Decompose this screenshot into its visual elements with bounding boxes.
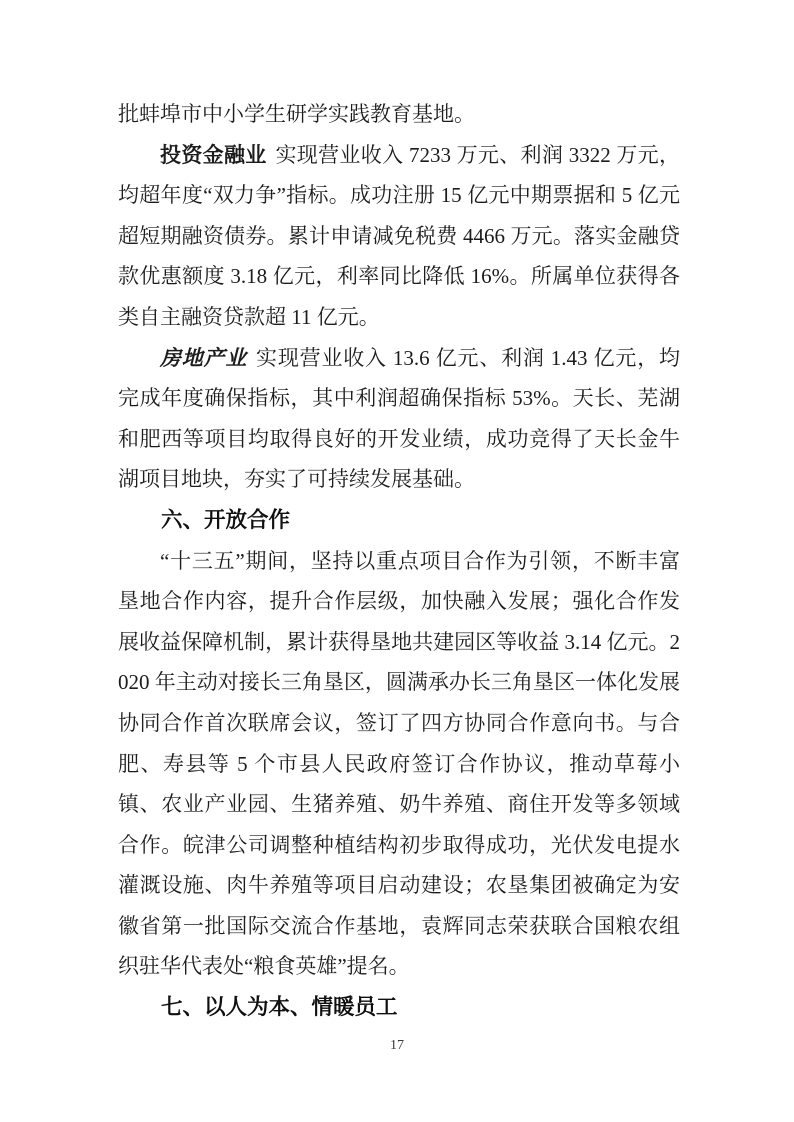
section-heading-open-cooperation: 六、开放合作: [161, 507, 291, 532]
paragraph-investment-finance: [118, 135, 680, 338]
paragraph-text-investment-finance: 实现营业收入 7233 万元、利润 3322 万元，均超年度“双力争”指标。成功注册 15 亿元中期票据和 5 亿元超短期融资债券。累计申请减免税费 4466 万元。落实金融贷款优惠额度 3.18 亿元，利率同比降低 16%。所属单位获得各类自主融资贷款超 11 亿元。: [118, 142, 681, 329]
paragraph-text-real-estate: 实现营业收入 13.6 亿元、利润 1.43 亿元，均完成年度确保指标，其中利润超确保指标 53%。天长、芜湖和肥西等项目均取得良好的开发业绩，成功竞得了天长金牛湖项目地块，夯实了可持续发展基础。: [118, 345, 681, 492]
section-heading-people-oriented: 七、以人为本、情暖员工: [161, 995, 398, 1020]
paragraph-real-estate: [118, 338, 680, 500]
paragraph-lead-real-estate: 房地产业: [160, 345, 248, 370]
paragraph-cooperation: “十三五”期间，坚持以重点项目合作为引领，不断丰富垦地合作内容，提升合作层级，加快融入发展；强化合作发展收益保障机制，累计获得垦地共建园区等收益 3.14 亿元。2020 年主动对接长三角垦区，圆满承办长三角垦区一体化发展协同合作首次联席会议，签订了四方协同合作意向书。与合肥、寿县等 5 个市县人民政府签订合作协议，推动草莓小镇、农业产业园、生猪养殖、奶牛养殖、商住开发等多领域合作。皖津公司调整种植结构初步取得成功，光伏发电提水灌溉设施、肉牛养殖等项目启动建设；农垦集团被确定为安徽省第一批国际交流合作基地，袁辉同志荣获联合国粮农组织驻华代表处“粮食英雄”提名。: [118, 548, 680, 979]
page-number: 17: [390, 1038, 404, 1053]
paragraph-lead-investment-finance: 投资金融业: [160, 142, 267, 167]
paragraph-continuation: 批蚌埠市中小学生研学实践教育基地。: [118, 102, 475, 126]
document-content: [118, 94, 680, 1028]
